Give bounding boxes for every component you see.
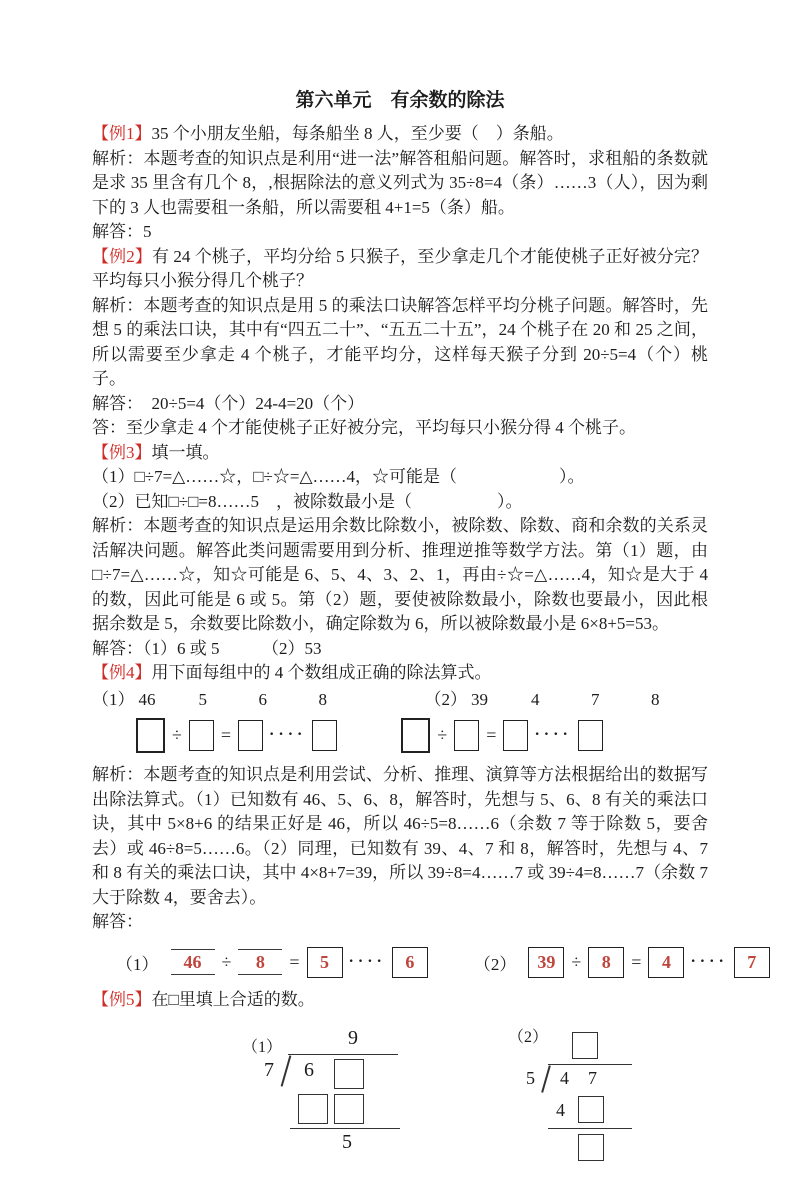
diagram-1-quotient: 9 bbox=[348, 1027, 358, 1049]
example-2-question: 有 24 个桃子，平均分给 5 只猴子，至少拿走几个才能使桃子正好被分完？平均每只小猴分得几个桃子？ bbox=[92, 246, 709, 290]
remainder-dots: ···· bbox=[534, 726, 572, 744]
number-group-2 bbox=[425, 688, 712, 713]
page-title: 第六单元 有余数的除法 bbox=[295, 90, 505, 111]
answer-2-divisor: 8 bbox=[588, 947, 624, 978]
diagram-2-subtrahend: 4 bbox=[556, 1100, 565, 1120]
blank-equation-1 bbox=[136, 718, 337, 753]
blank-box bbox=[334, 1059, 364, 1089]
example-5-diagrams bbox=[242, 1028, 708, 1178]
division-bracket-bar bbox=[288, 1054, 398, 1055]
example-4-blank-equations bbox=[136, 718, 708, 753]
equals-sign: = bbox=[220, 725, 232, 746]
example-4-intro: 用下面每组中的 4 个数组成正确的除法算式。 bbox=[151, 663, 492, 682]
example-1-label: 【例1】 bbox=[92, 124, 152, 143]
example-5-label: 【例5】 bbox=[92, 989, 152, 1009]
blank-box bbox=[503, 720, 528, 751]
example-3-item-2: （2）已知□÷□=8……5 ，被除数最小是（ ）。 bbox=[92, 491, 523, 511]
example-4-number-groups bbox=[92, 688, 708, 713]
blank-box bbox=[401, 718, 430, 753]
divide-sign: ÷ bbox=[221, 951, 232, 972]
division-bracket-curve bbox=[281, 1055, 292, 1086]
example-1-question-line bbox=[92, 122, 708, 147]
group-2-num: 4 bbox=[531, 689, 540, 709]
example-4-intro-line bbox=[92, 661, 708, 686]
blank-equation-2 bbox=[401, 718, 602, 753]
example-1-question: 35 个小朋友坐船，每条船坐 8 人，至少要（ ）条船。 bbox=[151, 124, 564, 143]
remainder-dots: ···· bbox=[269, 726, 307, 744]
answer-2-label: （2） bbox=[473, 955, 517, 974]
diagram-1-remainder: 5 bbox=[342, 1131, 352, 1153]
number-group-1 bbox=[92, 688, 379, 713]
example-3-answer: 解答：（1）6 或 5 （2）53 bbox=[92, 638, 322, 658]
subtraction-line bbox=[290, 1128, 400, 1129]
divide-sign: ÷ bbox=[172, 725, 182, 746]
example-1-analysis: 解析：本题考查的知识点是利用“进一法”解答租船问题。解答时，求租船的条数就是求 35 里含有几个 8，,根据除法的意义列式为 35÷8=4（条）……3（人），因为剩下的 3 人也需要租一条船，所以需要租 4+1=5（条）船。 bbox=[92, 148, 708, 217]
blank-box bbox=[572, 1032, 598, 1059]
blank-box bbox=[578, 1096, 604, 1123]
answer-1-divisor: 8 bbox=[238, 949, 282, 976]
blank-box bbox=[238, 720, 263, 751]
diagram-1-divisor: 7 bbox=[264, 1059, 274, 1081]
answer-equation-2 bbox=[474, 947, 770, 978]
blank-box bbox=[578, 1134, 604, 1161]
diagram-1-label: （1） bbox=[242, 1039, 283, 1056]
example-2-answer: 解答： 20÷5=4（个）24-4=20（个） bbox=[92, 393, 365, 413]
example-2-question-line bbox=[92, 245, 708, 294]
subtraction-line bbox=[548, 1128, 632, 1129]
diagram-2-divisor: 5 bbox=[526, 1068, 535, 1088]
remainder-dots: ···· bbox=[348, 952, 386, 970]
divide-sign: ÷ bbox=[437, 725, 448, 746]
example-3-label: 【例3】 bbox=[92, 442, 152, 462]
group-2-num: 8 bbox=[651, 689, 660, 709]
example-3-analysis: 解析：本题考查的知识点是运用余数比除数小，被除数、除数、商和余数的关系灵活解决问题。解答此类问题需要用到分析、推理逆推等数学方法。第（1）题，由□÷7=△……☆，知☆可能是 6、5、4、3、2、1，再由÷☆=△……4，知☆是大于 4 的数，因此可能是 6 或 5。第（2）题，要使被除数最小，除数也要最小，因此根据余数是 5，余数要比除数小，确定除数为 6，所以被除数最小是 6×8+5=53。 bbox=[92, 516, 708, 633]
group-2-num: 39 bbox=[471, 689, 488, 709]
example-4-answer-label: 解答： bbox=[92, 912, 143, 931]
equals-sign: = bbox=[289, 951, 300, 972]
blank-box bbox=[454, 720, 479, 751]
group-1-num: 6 bbox=[258, 689, 267, 709]
remainder-dots: ···· bbox=[690, 952, 728, 970]
blank-box bbox=[298, 1094, 328, 1124]
diagram-2-label: （2） bbox=[508, 1029, 549, 1046]
long-division-1 bbox=[242, 1028, 412, 1158]
long-division-2 bbox=[508, 1028, 658, 1178]
blank-box bbox=[312, 720, 337, 751]
answer-2-remainder: 7 bbox=[734, 947, 770, 978]
group-1-num: 8 bbox=[318, 689, 327, 709]
example-3-intro: 填一填。 bbox=[151, 442, 220, 462]
equals-sign: = bbox=[631, 951, 642, 972]
example-5-intro-line bbox=[92, 988, 708, 1013]
answer-1-dividend: 46 bbox=[171, 949, 215, 976]
divide-sign: ÷ bbox=[571, 951, 582, 972]
group-2-label: （2） bbox=[424, 689, 467, 709]
example-4-answers bbox=[116, 947, 757, 978]
division-bracket-bar bbox=[548, 1064, 632, 1065]
blank-box bbox=[578, 720, 603, 751]
group-1-num: 46 bbox=[138, 689, 156, 709]
blank-box bbox=[136, 718, 165, 753]
blank-box bbox=[189, 720, 214, 751]
answer-equation-1 bbox=[116, 947, 428, 978]
answer-2-dividend: 39 bbox=[528, 947, 564, 978]
division-bracket-curve bbox=[541, 1065, 550, 1092]
example-2-label: 【例2】 bbox=[92, 246, 152, 266]
answer-1-quotient: 5 bbox=[307, 947, 343, 978]
example-5-intro: 在□里填上合适的数。 bbox=[151, 989, 315, 1009]
example-4-label: 【例4】 bbox=[92, 663, 152, 682]
equals-sign: = bbox=[486, 725, 497, 746]
answer-1-remainder: 6 bbox=[392, 947, 428, 978]
example-3-intro-line bbox=[92, 441, 708, 466]
group-1-num: 5 bbox=[198, 689, 207, 709]
example-2-reply: 答：至少拿走 4 个才能使桃子正好被分完，平均每只小猴分得 4 个桃子。 bbox=[92, 418, 636, 437]
diagram-1-dividend: 6 bbox=[304, 1059, 314, 1081]
example-1-answer: 解答：5 bbox=[92, 222, 152, 241]
group-2-num: 7 bbox=[591, 689, 600, 709]
answer-1-label: （1） bbox=[116, 955, 159, 974]
diagram-2-dividend-ones: 7 bbox=[588, 1068, 597, 1088]
worksheet-content bbox=[92, 88, 757, 1178]
blank-box bbox=[334, 1094, 364, 1124]
example-4-analysis: 解析：本题考查的知识点是利用尝试、分析、推理、演算等方法根据给出的数据写出除法算式。（1）已知数有 46、5、6、8，解答时，先想与 5、6、8 有关的乘法口诀，其中 5×8+6 的结果正好是 46，所以 46÷5=8……6（余数 7 等于除数 5，要舍去）或 46÷8=5……6。（2）同理，已知数有 39、4、7 和 8，解答时，先想与 4、7 和 8 有关的乘法口诀，其中 4×8+7=39，所以 39÷8=4……7 或 39÷4=8……7（余数 7 大于除数 4，要舍去）。 bbox=[92, 765, 708, 907]
group-1-label: （1） bbox=[92, 689, 135, 709]
diagram-2-dividend-tens: 4 bbox=[560, 1068, 569, 1088]
example-3-item-1: （1）□÷7=△……☆，□÷☆=△……4，☆可能是（ ）。 bbox=[92, 467, 585, 486]
answer-2-quotient: 4 bbox=[648, 947, 684, 978]
example-2-analysis: 解析：本题考查的知识点是用 5 的乘法口诀解答怎样平均分桃子问题。解答时，先想 5 的乘法口诀，其中有“四五二十”、“五五二十五”，24 个桃子在 20 和 25 之间，所以需要至少拿走 4 个桃子，才能平均分，这样每天猴子分到 20÷5=4（个）桃子。 bbox=[92, 295, 708, 388]
